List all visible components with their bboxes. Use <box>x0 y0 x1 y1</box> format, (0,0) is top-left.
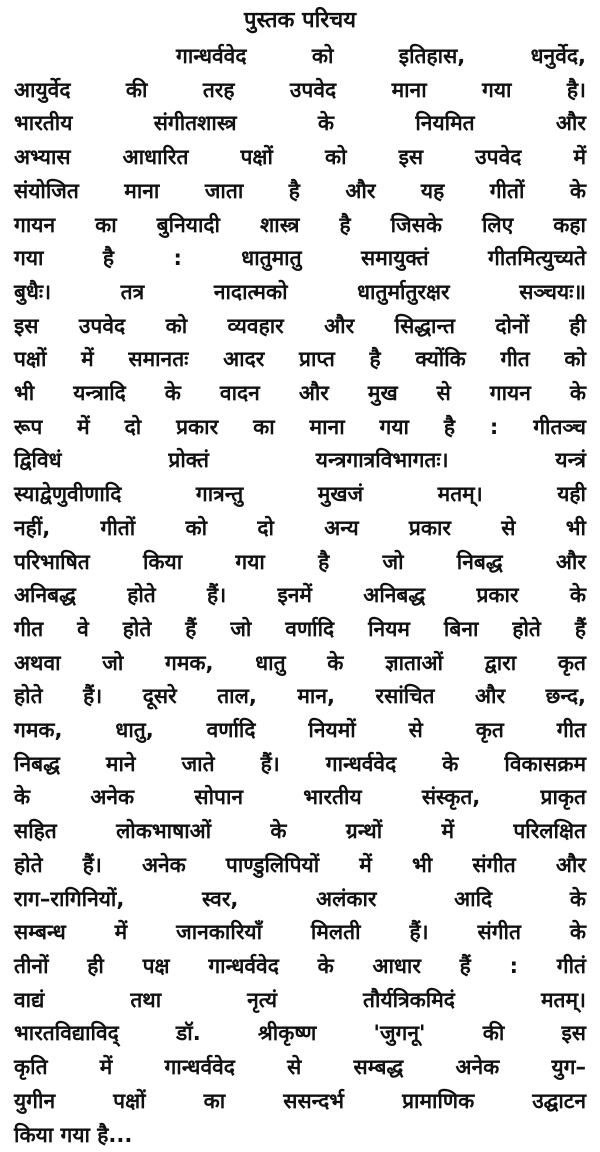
text-line: अथवा जो गमक, धातु के ज्ञाताओं द्वारा कृत <box>14 647 586 681</box>
text-line: राग–रागिनियों, स्वर, अलंकार आदि के <box>14 883 586 917</box>
text-line: नहीं, गीतों को दो अन्य प्रकार से भी <box>14 512 586 546</box>
text-line: परिभाषित किया गया है जो निबद्ध और <box>14 546 586 580</box>
text-line: इस उपवेद को व्यवहार और सिद्धान्त दोनों ही <box>14 310 586 344</box>
text-line: रूप में दो प्रकार का माना गया है : गीतञ्च <box>14 411 586 445</box>
text-line: सहित लोकभाषाओं के ग्रन्थों में परिलक्षित <box>14 815 586 849</box>
text-line: संयोजित माना जाता है और यह गीतों के <box>14 175 586 209</box>
text-line: बुधैः। तत्र नादात्मको धातुर्मातुरक्षर सञ्चयः॥ <box>14 276 586 310</box>
text-line: निबद्ध माने जाते हैं। गान्धर्ववेद के विकासक्रम <box>14 748 586 782</box>
text-line: भारतविद्याविद् डॉ. श्रीकृष्ण 'जुगनू' की इस <box>14 1017 586 1051</box>
text-line: पक्षों में समानतः आदर प्राप्त है क्योंकि गीत को <box>14 343 586 377</box>
page-title: पुस्तक परिचय <box>14 6 586 36</box>
text-line: होते हैं। अनेक पाण्डुलिपियों में भी संगीत और <box>14 849 586 883</box>
text-line: अभ्यास आधारित पक्षों को इस उपवेद में <box>14 141 586 175</box>
text-line: भारतीय संगीतशास्त्र के नियमित और <box>14 107 586 141</box>
text-line: गायन का बुनियादी शास्त्र है जिसके लिए कहा <box>14 209 586 243</box>
text-line: द्विविधं प्रोक्तं यन्त्रगात्रविभागतः। यन्त्रं <box>14 444 586 478</box>
text-line: गया है : धातुमातु समायुक्तं गीतमित्युच्यते <box>14 242 586 276</box>
text-line: अनिबद्ध होते हैं। इनमें अनिबद्ध प्रकार के <box>14 579 586 613</box>
text-line: होते हैं। दूसरे ताल, मान, रसांचित और छन्द, <box>14 680 586 714</box>
text-line: गान्धर्ववेद को इतिहास, धनुर्वेद, <box>14 40 586 74</box>
text-line: गमक, धातु, वर्णादि नियमों से कृत गीत <box>14 714 586 748</box>
text-line: सम्बन्ध में जानकारियाँ मिलती हैं। संगीत के <box>14 916 586 950</box>
text-line: कृति में गान्धर्ववेद से सम्बद्ध अनेक युग– <box>14 1051 586 1085</box>
text-line: भी यन्त्रादि के वादन और मुख से गायन के <box>14 377 586 411</box>
text-line: वाद्यं तथा नृत्यं तौर्यत्रिकमिदं मतम्। <box>14 984 586 1018</box>
text-line: आयुर्वेद की तरह उपवेद माना गया है। <box>14 74 586 108</box>
text-line: युगीन पक्षों का ससन्दर्भ प्रामाणिक उद्घाटन <box>14 1085 586 1119</box>
text-line: स्याद्वेणुवीणादि गात्रन्तु मुखजं मतम्। यही <box>14 478 586 512</box>
text-line: के अनेक सोपान भारतीय संस्कृत, प्राकृत <box>14 781 586 815</box>
body-paragraph <box>14 40 586 1152</box>
text-line: तीनों ही पक्ष गान्धर्ववेद के आधार हैं : गीतं <box>14 950 586 984</box>
text-line: किया गया है... <box>14 1119 586 1152</box>
text-line: गीत वे होते हैं जो वर्णादि नियम बिना होते हैं <box>14 613 586 647</box>
